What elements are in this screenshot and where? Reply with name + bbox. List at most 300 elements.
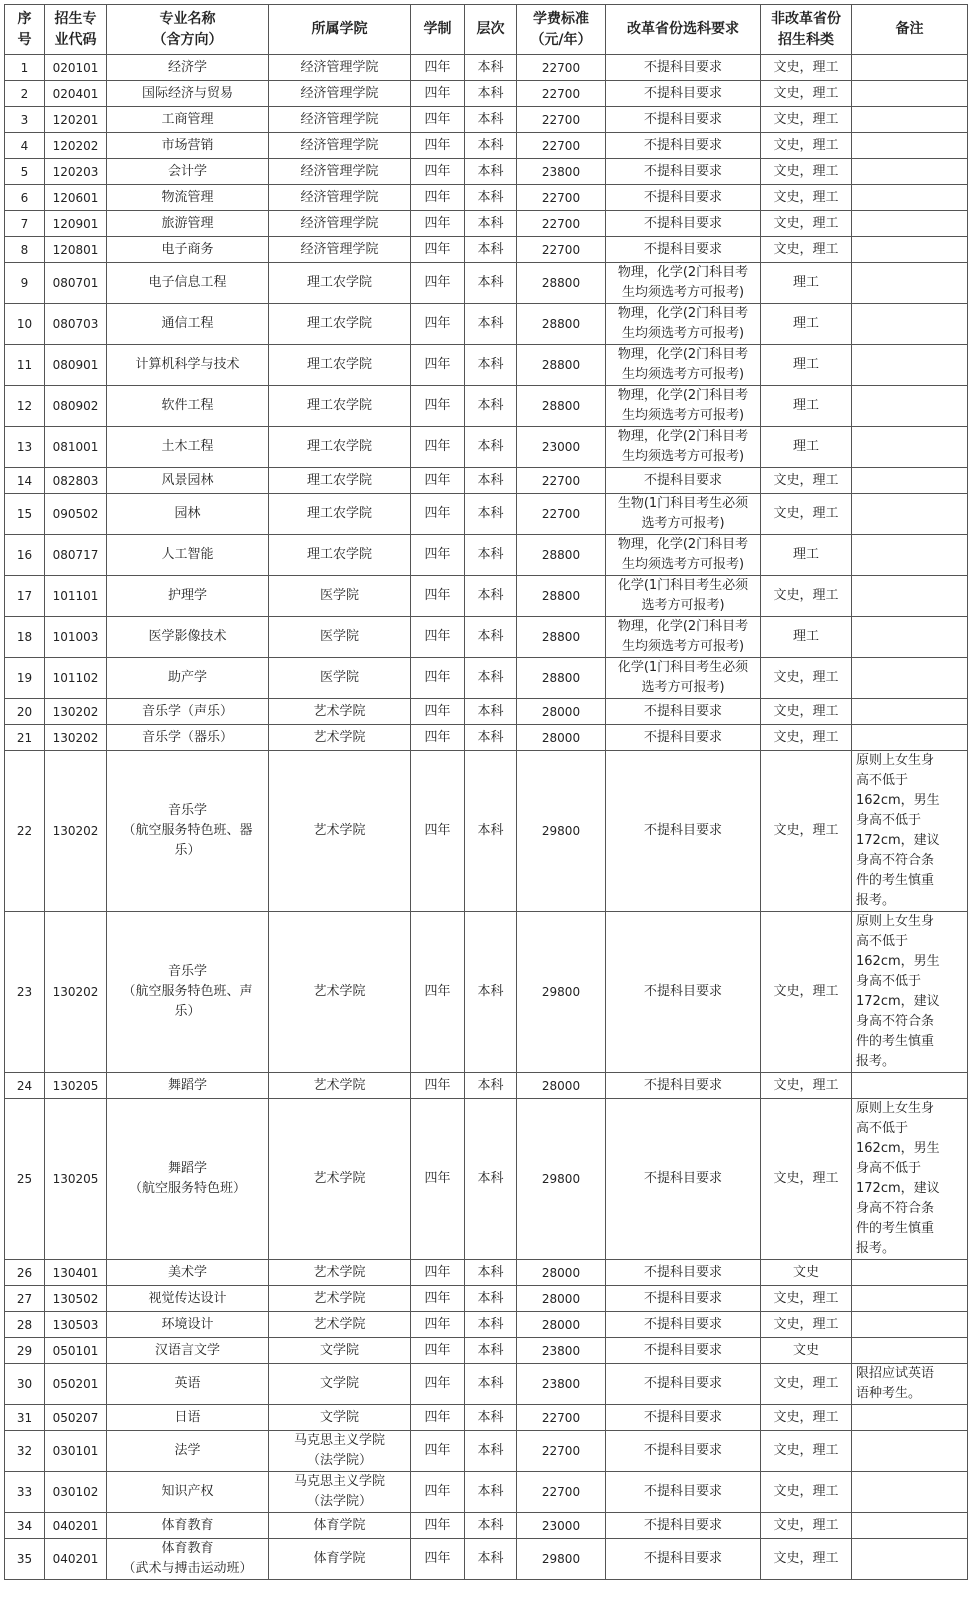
table-row <box>5 1405 968 1431</box>
cell-code: 082803 <box>45 468 107 494</box>
cell-fee: 29800 <box>517 1099 606 1260</box>
cell-college: 体育学院 <box>269 1539 411 1580</box>
cell-fee: 22700 <box>517 185 606 211</box>
cell-nonreform: 文史，理工 <box>761 159 852 185</box>
cell-duration: 四年 <box>411 1312 465 1338</box>
cell-college: 艺术学院 <box>269 725 411 751</box>
cell-college: 理工农学院 <box>269 263 411 304</box>
cell-nonreform: 文史，理工 <box>761 1286 852 1312</box>
cell-college: 经济管理学院 <box>269 159 411 185</box>
cell-nonreform: 文史，理工 <box>761 1073 852 1099</box>
cell-code: 130202 <box>45 699 107 725</box>
cell-fee: 28000 <box>517 699 606 725</box>
table-row <box>5 1472 968 1513</box>
cell-note <box>852 159 968 185</box>
table-row <box>5 263 968 304</box>
cell-duration: 四年 <box>411 1405 465 1431</box>
cell-code: 050101 <box>45 1338 107 1364</box>
cell-name: 园林 <box>107 494 269 535</box>
cell-reform: 不提科目要求 <box>606 81 761 107</box>
cell-level: 本科 <box>465 576 517 617</box>
table-row <box>5 699 968 725</box>
cell-note <box>852 1472 968 1513</box>
table-row <box>5 55 968 81</box>
cell-level: 本科 <box>465 1338 517 1364</box>
cell-nonreform: 文史，理工 <box>761 1539 852 1580</box>
table-row <box>5 427 968 468</box>
cell-nonreform: 文史，理工 <box>761 699 852 725</box>
cell-reform: 不提科目要求 <box>606 1260 761 1286</box>
cell-note <box>852 1312 968 1338</box>
table-row <box>5 1286 968 1312</box>
cell-fee: 22700 <box>517 1472 606 1513</box>
cell-level: 本科 <box>465 1431 517 1472</box>
cell-fee: 28000 <box>517 1260 606 1286</box>
table-row <box>5 81 968 107</box>
cell-note: 限招应试英语 语种考生。 <box>852 1364 968 1405</box>
cell-duration: 四年 <box>411 185 465 211</box>
cell-code: 080902 <box>45 386 107 427</box>
table-row <box>5 237 968 263</box>
cell-college: 文学院 <box>269 1405 411 1431</box>
cell-note <box>852 494 968 535</box>
cell-name: 环境设计 <box>107 1312 269 1338</box>
table-row <box>5 576 968 617</box>
cell-duration: 四年 <box>411 237 465 263</box>
cell-code: 050201 <box>45 1364 107 1405</box>
cell-level: 本科 <box>465 263 517 304</box>
cell-idx: 25 <box>5 1099 45 1260</box>
cell-note <box>852 185 968 211</box>
cell-name: 土木工程 <box>107 427 269 468</box>
cell-duration: 四年 <box>411 699 465 725</box>
cell-idx: 12 <box>5 386 45 427</box>
cell-duration: 四年 <box>411 1286 465 1312</box>
cell-code: 080901 <box>45 345 107 386</box>
cell-code: 020101 <box>45 55 107 81</box>
cell-fee: 23000 <box>517 1513 606 1539</box>
table-row <box>5 1338 968 1364</box>
cell-reform: 物理，化学(2门科目考 生均须选考方可报考) <box>606 304 761 345</box>
cell-idx: 10 <box>5 304 45 345</box>
cell-reform: 不提科目要求 <box>606 1073 761 1099</box>
cell-nonreform: 文史，理工 <box>761 55 852 81</box>
cell-reform: 不提科目要求 <box>606 107 761 133</box>
cell-nonreform: 理工 <box>761 345 852 386</box>
header-nonreform: 非改革省份 招生科类 <box>761 5 852 55</box>
cell-college: 理工农学院 <box>269 535 411 576</box>
cell-reform: 不提科目要求 <box>606 1405 761 1431</box>
cell-name: 英语 <box>107 1364 269 1405</box>
cell-code: 030102 <box>45 1472 107 1513</box>
cell-note <box>852 1405 968 1431</box>
cell-fee: 22700 <box>517 211 606 237</box>
cell-college: 经济管理学院 <box>269 55 411 81</box>
cell-name: 通信工程 <box>107 304 269 345</box>
cell-nonreform: 文史，理工 <box>761 658 852 699</box>
cell-name: 日语 <box>107 1405 269 1431</box>
cell-level: 本科 <box>465 345 517 386</box>
cell-idx: 7 <box>5 211 45 237</box>
cell-level: 本科 <box>465 1312 517 1338</box>
cell-duration: 四年 <box>411 81 465 107</box>
cell-idx: 13 <box>5 427 45 468</box>
cell-note <box>852 535 968 576</box>
cell-note <box>852 345 968 386</box>
cell-note <box>852 1286 968 1312</box>
majors-table <box>4 4 968 1580</box>
cell-nonreform: 文史，理工 <box>761 107 852 133</box>
cell-duration: 四年 <box>411 576 465 617</box>
cell-code: 020401 <box>45 81 107 107</box>
cell-code: 120202 <box>45 133 107 159</box>
cell-code: 101101 <box>45 576 107 617</box>
cell-note <box>852 699 968 725</box>
cell-note <box>852 304 968 345</box>
cell-duration: 四年 <box>411 133 465 159</box>
table-row <box>5 1260 968 1286</box>
cell-code: 090502 <box>45 494 107 535</box>
cell-level: 本科 <box>465 494 517 535</box>
cell-nonreform: 文史 <box>761 1260 852 1286</box>
cell-college: 艺术学院 <box>269 1286 411 1312</box>
cell-duration: 四年 <box>411 1073 465 1099</box>
cell-level: 本科 <box>465 304 517 345</box>
cell-idx: 3 <box>5 107 45 133</box>
cell-note: 原则上女生身 高不低于 162cm，男生 身高不低于 172cm，建议 身高不符合条 件的考生慎重 报考。 <box>852 1099 968 1260</box>
table-row <box>5 185 968 211</box>
cell-reform: 物理，化学(2门科目考 生均须选考方可报考) <box>606 617 761 658</box>
cell-duration: 四年 <box>411 1472 465 1513</box>
cell-idx: 18 <box>5 617 45 658</box>
cell-idx: 23 <box>5 912 45 1073</box>
cell-college: 马克思主义学院 （法学院） <box>269 1431 411 1472</box>
cell-level: 本科 <box>465 617 517 658</box>
cell-duration: 四年 <box>411 535 465 576</box>
cell-name: 知识产权 <box>107 1472 269 1513</box>
table-row <box>5 1539 968 1580</box>
cell-note <box>852 658 968 699</box>
cell-level: 本科 <box>465 1513 517 1539</box>
cell-fee: 23800 <box>517 1364 606 1405</box>
cell-level: 本科 <box>465 133 517 159</box>
cell-reform: 物理，化学(2门科目考 生均须选考方可报考) <box>606 386 761 427</box>
header-reform: 改革省份选科要求 <box>606 5 761 55</box>
cell-note <box>852 263 968 304</box>
cell-name: 风景园林 <box>107 468 269 494</box>
cell-duration: 四年 <box>411 1539 465 1580</box>
cell-reform: 不提科目要求 <box>606 751 761 912</box>
cell-reform: 物理，化学(2门科目考 生均须选考方可报考) <box>606 535 761 576</box>
cell-idx: 16 <box>5 535 45 576</box>
cell-note <box>852 133 968 159</box>
table-row <box>5 1364 968 1405</box>
cell-idx: 11 <box>5 345 45 386</box>
cell-fee: 29800 <box>517 912 606 1073</box>
cell-nonreform: 文史，理工 <box>761 1472 852 1513</box>
cell-idx: 30 <box>5 1364 45 1405</box>
cell-college: 艺术学院 <box>269 699 411 725</box>
cell-name: 音乐学（声乐） <box>107 699 269 725</box>
cell-reform: 不提科目要求 <box>606 237 761 263</box>
cell-duration: 四年 <box>411 211 465 237</box>
cell-fee: 29800 <box>517 1539 606 1580</box>
table-row <box>5 304 968 345</box>
header-row <box>5 5 968 55</box>
cell-level: 本科 <box>465 1364 517 1405</box>
cell-reform: 不提科目要求 <box>606 1539 761 1580</box>
cell-nonreform: 文史，理工 <box>761 1364 852 1405</box>
cell-reform: 不提科目要求 <box>606 699 761 725</box>
cell-nonreform: 文史 <box>761 1338 852 1364</box>
cell-idx: 29 <box>5 1338 45 1364</box>
cell-reform: 不提科目要求 <box>606 1364 761 1405</box>
cell-level: 本科 <box>465 658 517 699</box>
cell-fee: 23800 <box>517 159 606 185</box>
cell-reform: 不提科目要求 <box>606 725 761 751</box>
cell-code: 081001 <box>45 427 107 468</box>
cell-name: 音乐学 （航空服务特色班、声 乐） <box>107 912 269 1073</box>
cell-fee: 29800 <box>517 751 606 912</box>
cell-idx: 8 <box>5 237 45 263</box>
cell-fee: 22700 <box>517 1405 606 1431</box>
cell-reform: 不提科目要求 <box>606 1099 761 1260</box>
header-code: 招生专 业代码 <box>45 5 107 55</box>
cell-duration: 四年 <box>411 725 465 751</box>
cell-nonreform: 文史，理工 <box>761 1405 852 1431</box>
cell-name: 医学影像技术 <box>107 617 269 658</box>
cell-name: 会计学 <box>107 159 269 185</box>
cell-name: 软件工程 <box>107 386 269 427</box>
cell-level: 本科 <box>465 211 517 237</box>
cell-name: 物流管理 <box>107 185 269 211</box>
cell-reform: 不提科目要求 <box>606 1472 761 1513</box>
cell-college: 马克思主义学院 （法学院） <box>269 1472 411 1513</box>
cell-reform: 不提科目要求 <box>606 1431 761 1472</box>
cell-duration: 四年 <box>411 1513 465 1539</box>
cell-note <box>852 107 968 133</box>
cell-nonreform: 文史，理工 <box>761 576 852 617</box>
cell-reform: 不提科目要求 <box>606 468 761 494</box>
cell-fee: 22700 <box>517 81 606 107</box>
cell-reform: 不提科目要求 <box>606 185 761 211</box>
cell-level: 本科 <box>465 81 517 107</box>
cell-note <box>852 1431 968 1472</box>
cell-level: 本科 <box>465 1472 517 1513</box>
cell-name: 视觉传达设计 <box>107 1286 269 1312</box>
cell-fee: 28000 <box>517 1073 606 1099</box>
cell-reform: 不提科目要求 <box>606 1312 761 1338</box>
cell-level: 本科 <box>465 535 517 576</box>
cell-name: 工商管理 <box>107 107 269 133</box>
cell-note <box>852 1073 968 1099</box>
cell-code: 080703 <box>45 304 107 345</box>
cell-level: 本科 <box>465 912 517 1073</box>
table-row <box>5 107 968 133</box>
cell-college: 理工农学院 <box>269 494 411 535</box>
cell-idx: 24 <box>5 1073 45 1099</box>
cell-note <box>852 427 968 468</box>
cell-fee: 28800 <box>517 658 606 699</box>
header-duration: 学制 <box>411 5 465 55</box>
cell-college: 艺术学院 <box>269 751 411 912</box>
cell-idx: 21 <box>5 725 45 751</box>
cell-note <box>852 1539 968 1580</box>
cell-idx: 35 <box>5 1539 45 1580</box>
cell-duration: 四年 <box>411 1099 465 1260</box>
cell-college: 理工农学院 <box>269 304 411 345</box>
cell-level: 本科 <box>465 1405 517 1431</box>
cell-nonreform: 文史，理工 <box>761 494 852 535</box>
cell-level: 本科 <box>465 725 517 751</box>
cell-fee: 28800 <box>517 304 606 345</box>
cell-note <box>852 468 968 494</box>
cell-code: 130205 <box>45 1073 107 1099</box>
cell-fee: 22700 <box>517 468 606 494</box>
cell-reform: 物理，化学(2门科目考 生均须选考方可报考) <box>606 345 761 386</box>
cell-nonreform: 文史，理工 <box>761 133 852 159</box>
table-row <box>5 535 968 576</box>
cell-idx: 4 <box>5 133 45 159</box>
cell-note: 原则上女生身 高不低于 162cm，男生 身高不低于 172cm，建议 身高不符合条 件的考生慎重 报考。 <box>852 751 968 912</box>
cell-code: 130202 <box>45 912 107 1073</box>
cell-college: 经济管理学院 <box>269 237 411 263</box>
cell-level: 本科 <box>465 468 517 494</box>
cell-name: 国际经济与贸易 <box>107 81 269 107</box>
cell-reform: 化学(1门科目考生必须 选考方可报考) <box>606 658 761 699</box>
cell-reform: 不提科目要求 <box>606 159 761 185</box>
cell-college: 医学院 <box>269 617 411 658</box>
table-row <box>5 1312 968 1338</box>
cell-code: 050207 <box>45 1405 107 1431</box>
cell-level: 本科 <box>465 185 517 211</box>
cell-idx: 26 <box>5 1260 45 1286</box>
cell-college: 理工农学院 <box>269 427 411 468</box>
cell-level: 本科 <box>465 751 517 912</box>
cell-fee: 28800 <box>517 345 606 386</box>
cell-note <box>852 1338 968 1364</box>
cell-code: 030101 <box>45 1431 107 1472</box>
cell-duration: 四年 <box>411 107 465 133</box>
cell-name: 美术学 <box>107 1260 269 1286</box>
cell-duration: 四年 <box>411 1338 465 1364</box>
cell-duration: 四年 <box>411 1364 465 1405</box>
cell-level: 本科 <box>465 1073 517 1099</box>
cell-level: 本科 <box>465 1099 517 1260</box>
cell-nonreform: 理工 <box>761 263 852 304</box>
cell-level: 本科 <box>465 699 517 725</box>
cell-reform: 物理，化学(2门科目考 生均须选考方可报考) <box>606 263 761 304</box>
cell-name: 市场营销 <box>107 133 269 159</box>
cell-note <box>852 576 968 617</box>
cell-note <box>852 1513 968 1539</box>
cell-level: 本科 <box>465 427 517 468</box>
cell-reform: 不提科目要求 <box>606 912 761 1073</box>
cell-college: 理工农学院 <box>269 468 411 494</box>
cell-idx: 19 <box>5 658 45 699</box>
cell-reform: 不提科目要求 <box>606 55 761 81</box>
header-name: 专业名称 （含方向） <box>107 5 269 55</box>
cell-college: 经济管理学院 <box>269 81 411 107</box>
cell-name: 计算机科学与技术 <box>107 345 269 386</box>
header-level: 层次 <box>465 5 517 55</box>
cell-nonreform: 文史，理工 <box>761 751 852 912</box>
cell-nonreform: 理工 <box>761 535 852 576</box>
cell-fee: 28800 <box>517 386 606 427</box>
cell-level: 本科 <box>465 159 517 185</box>
cell-college: 经济管理学院 <box>269 107 411 133</box>
cell-idx: 34 <box>5 1513 45 1539</box>
cell-duration: 四年 <box>411 304 465 345</box>
cell-level: 本科 <box>465 386 517 427</box>
cell-nonreform: 文史，理工 <box>761 185 852 211</box>
cell-name: 经济学 <box>107 55 269 81</box>
cell-nonreform: 文史，理工 <box>761 1099 852 1260</box>
cell-reform: 物理，化学(2门科目考 生均须选考方可报考) <box>606 427 761 468</box>
cell-fee: 28000 <box>517 1312 606 1338</box>
cell-fee: 22700 <box>517 107 606 133</box>
cell-note <box>852 386 968 427</box>
table-row <box>5 1431 968 1472</box>
cell-duration: 四年 <box>411 159 465 185</box>
cell-fee: 28000 <box>517 725 606 751</box>
cell-level: 本科 <box>465 1539 517 1580</box>
cell-note: 原则上女生身 高不低于 162cm，男生 身高不低于 172cm，建议 身高不符合条 件的考生慎重 报考。 <box>852 912 968 1073</box>
cell-code: 120601 <box>45 185 107 211</box>
cell-idx: 33 <box>5 1472 45 1513</box>
cell-fee: 22700 <box>517 133 606 159</box>
cell-fee: 22700 <box>517 237 606 263</box>
table-row <box>5 751 968 912</box>
cell-duration: 四年 <box>411 55 465 81</box>
cell-idx: 20 <box>5 699 45 725</box>
cell-college: 艺术学院 <box>269 1099 411 1260</box>
table-row <box>5 133 968 159</box>
cell-reform: 不提科目要求 <box>606 1513 761 1539</box>
cell-duration: 四年 <box>411 617 465 658</box>
cell-nonreform: 理工 <box>761 386 852 427</box>
table-row <box>5 345 968 386</box>
cell-code: 040201 <box>45 1539 107 1580</box>
cell-college: 文学院 <box>269 1338 411 1364</box>
cell-reform: 化学(1门科目考生必须 选考方可报考) <box>606 576 761 617</box>
table-row <box>5 211 968 237</box>
cell-note <box>852 725 968 751</box>
cell-duration: 四年 <box>411 912 465 1073</box>
cell-name: 汉语言文学 <box>107 1338 269 1364</box>
cell-code: 080717 <box>45 535 107 576</box>
cell-name: 音乐学 （航空服务特色班、器 乐） <box>107 751 269 912</box>
cell-reform: 不提科目要求 <box>606 211 761 237</box>
cell-level: 本科 <box>465 55 517 81</box>
table-row <box>5 1513 968 1539</box>
table-row <box>5 658 968 699</box>
cell-college: 医学院 <box>269 658 411 699</box>
cell-note <box>852 55 968 81</box>
cell-idx: 14 <box>5 468 45 494</box>
cell-duration: 四年 <box>411 427 465 468</box>
cell-nonreform: 文史，理工 <box>761 1513 852 1539</box>
cell-name: 体育教育 <box>107 1513 269 1539</box>
cell-code: 120901 <box>45 211 107 237</box>
cell-fee: 23000 <box>517 427 606 468</box>
cell-college: 经济管理学院 <box>269 185 411 211</box>
cell-idx: 2 <box>5 81 45 107</box>
cell-code: 120801 <box>45 237 107 263</box>
table-row <box>5 468 968 494</box>
cell-college: 艺术学院 <box>269 1260 411 1286</box>
cell-fee: 28800 <box>517 576 606 617</box>
